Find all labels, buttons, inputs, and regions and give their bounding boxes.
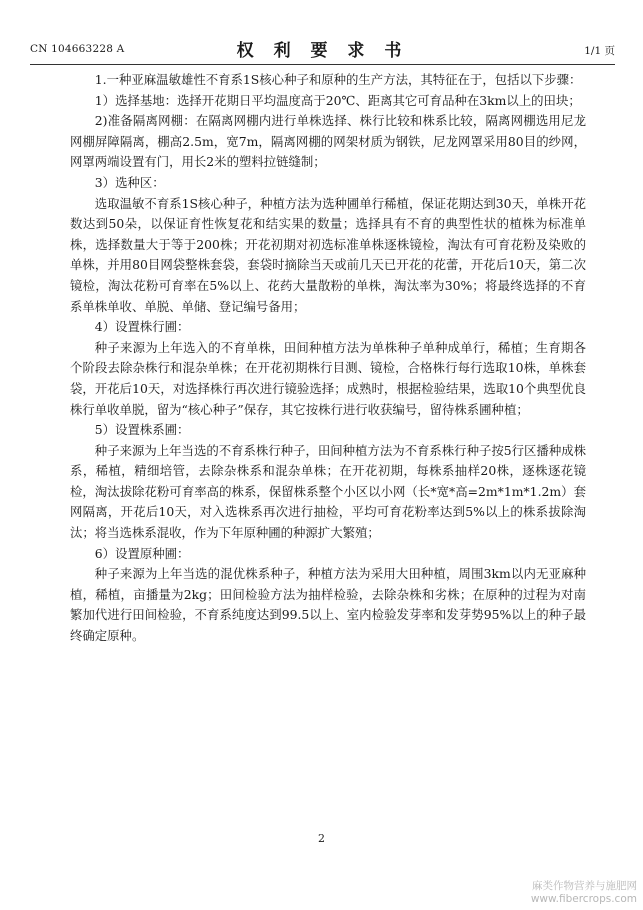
step-5-body: 种子来源为上年当选的不育系株行种子，田间种植方法为不育系株行种子按5行区播种成株系，稀植，精细培管，去除杂株系和混杂单株；在开花初期，每株系抽样20株，逐株逐花镜检，淘汰拔除花粉可育率高的株系，保留株系整个小区以小网（长*宽*高=2m*1m*1.2m）套网隔离，开花后10天，对入选株系再次进行抽检，平均可育花粉率达到5%以上的株系拔除淘汰；将当选株系混收，作为下年原种圃的种源扩大繁殖； xyxy=(70,442,586,541)
page-indicator: 1/1 页 xyxy=(584,45,615,57)
patent-number: CN 104663228 A xyxy=(30,43,125,55)
step-4-heading: 4）设置株行圃： xyxy=(94,319,190,335)
step-3-body: 选取温敏不育系1S核心种子，种植方法为选种圃单行稀植，保证花期达到30天，单株开花数达到50朵，以保证育性恢复花和结实果的数量；选择具有不育的典型性状的植株为标准单株，选择数量大于等于200株；开花初期对初选标准单株逐株镜检，淘汰有可育花粉及染败的单株，并用80目网袋整株套袋，套袋时摘除当天或前几天已开花的花蕾，开花后10天，第二次镜检，淘汰花粉可育率在5%以上、花药大量散粉的单株，淘汰率为30%；将最终选择的不育系单株单收、单脱、单储、登记编号备用； xyxy=(70,195,586,314)
page-number: 2 xyxy=(318,832,325,845)
claim-intro: 1.一种亚麻温敏雄性不育系1S核心种子和原种的生产方法，其特征在于，包括以下步骤： xyxy=(94,72,582,87)
step-4-body: 种子来源为上年选入的不育单株，田间种植方法为单株种子单种成单行，稀植；生育期各个阶段去除杂株行和混杂单株；在开花初期株行目测、镜检，合格株行每行选取10株，单株套袋，开花后10天，对选择株行再次进行镜验选择；成熟时，根据检验结果，选取10个典型优良株行单收单脱，留为“核心种子”保存，其它按株行进行收获编号，留待株系圃种植； xyxy=(70,339,586,417)
step-1: 1）选择基地：选择开花期日平均温度高于20℃、距离其它可育品种在3km以上的田块； xyxy=(94,92,581,108)
step-3-heading: 3）选种区： xyxy=(94,174,165,190)
step-5-heading: 5）设置株系圃： xyxy=(94,422,190,438)
watermark-url: www.fibercrops.com xyxy=(530,893,637,905)
watermark-site-name: 麻类作物营养与施肥网 xyxy=(532,880,637,892)
step-6-heading: 6）设置原种圃： xyxy=(94,545,190,561)
claims-body xyxy=(70,70,586,647)
step-6-body: 种子来源为上年当选的混优株系种子，种植方法为采用大田种植，周围3km以内无亚麻种植，稀植，亩播量为2kg；田间检验方法为抽样检验，去除杂株和劣株；在原种的过程为对南繁加代进行田间检验，不育系纯度达到99.5以上、室内检验发芽率和发芽势95%以上的种子最终确定原种。 xyxy=(70,566,586,644)
step-2: 2)准备隔离网棚：在隔离网棚内进行单株选择、株行比较和株系比较，隔离网棚选用尼龙网棚屏障隔离，棚高2.5m，宽7m，隔离网棚的网架材质为钢铁，尼龙网罩采用80目的纱网，网罩两端设置有门，用长2米的塑料拉链缝制； xyxy=(70,113,586,170)
site-watermark xyxy=(531,880,637,906)
document-header xyxy=(30,34,615,64)
header-rule xyxy=(30,64,615,65)
document-title: 权 利 要 求 书 xyxy=(236,41,409,61)
